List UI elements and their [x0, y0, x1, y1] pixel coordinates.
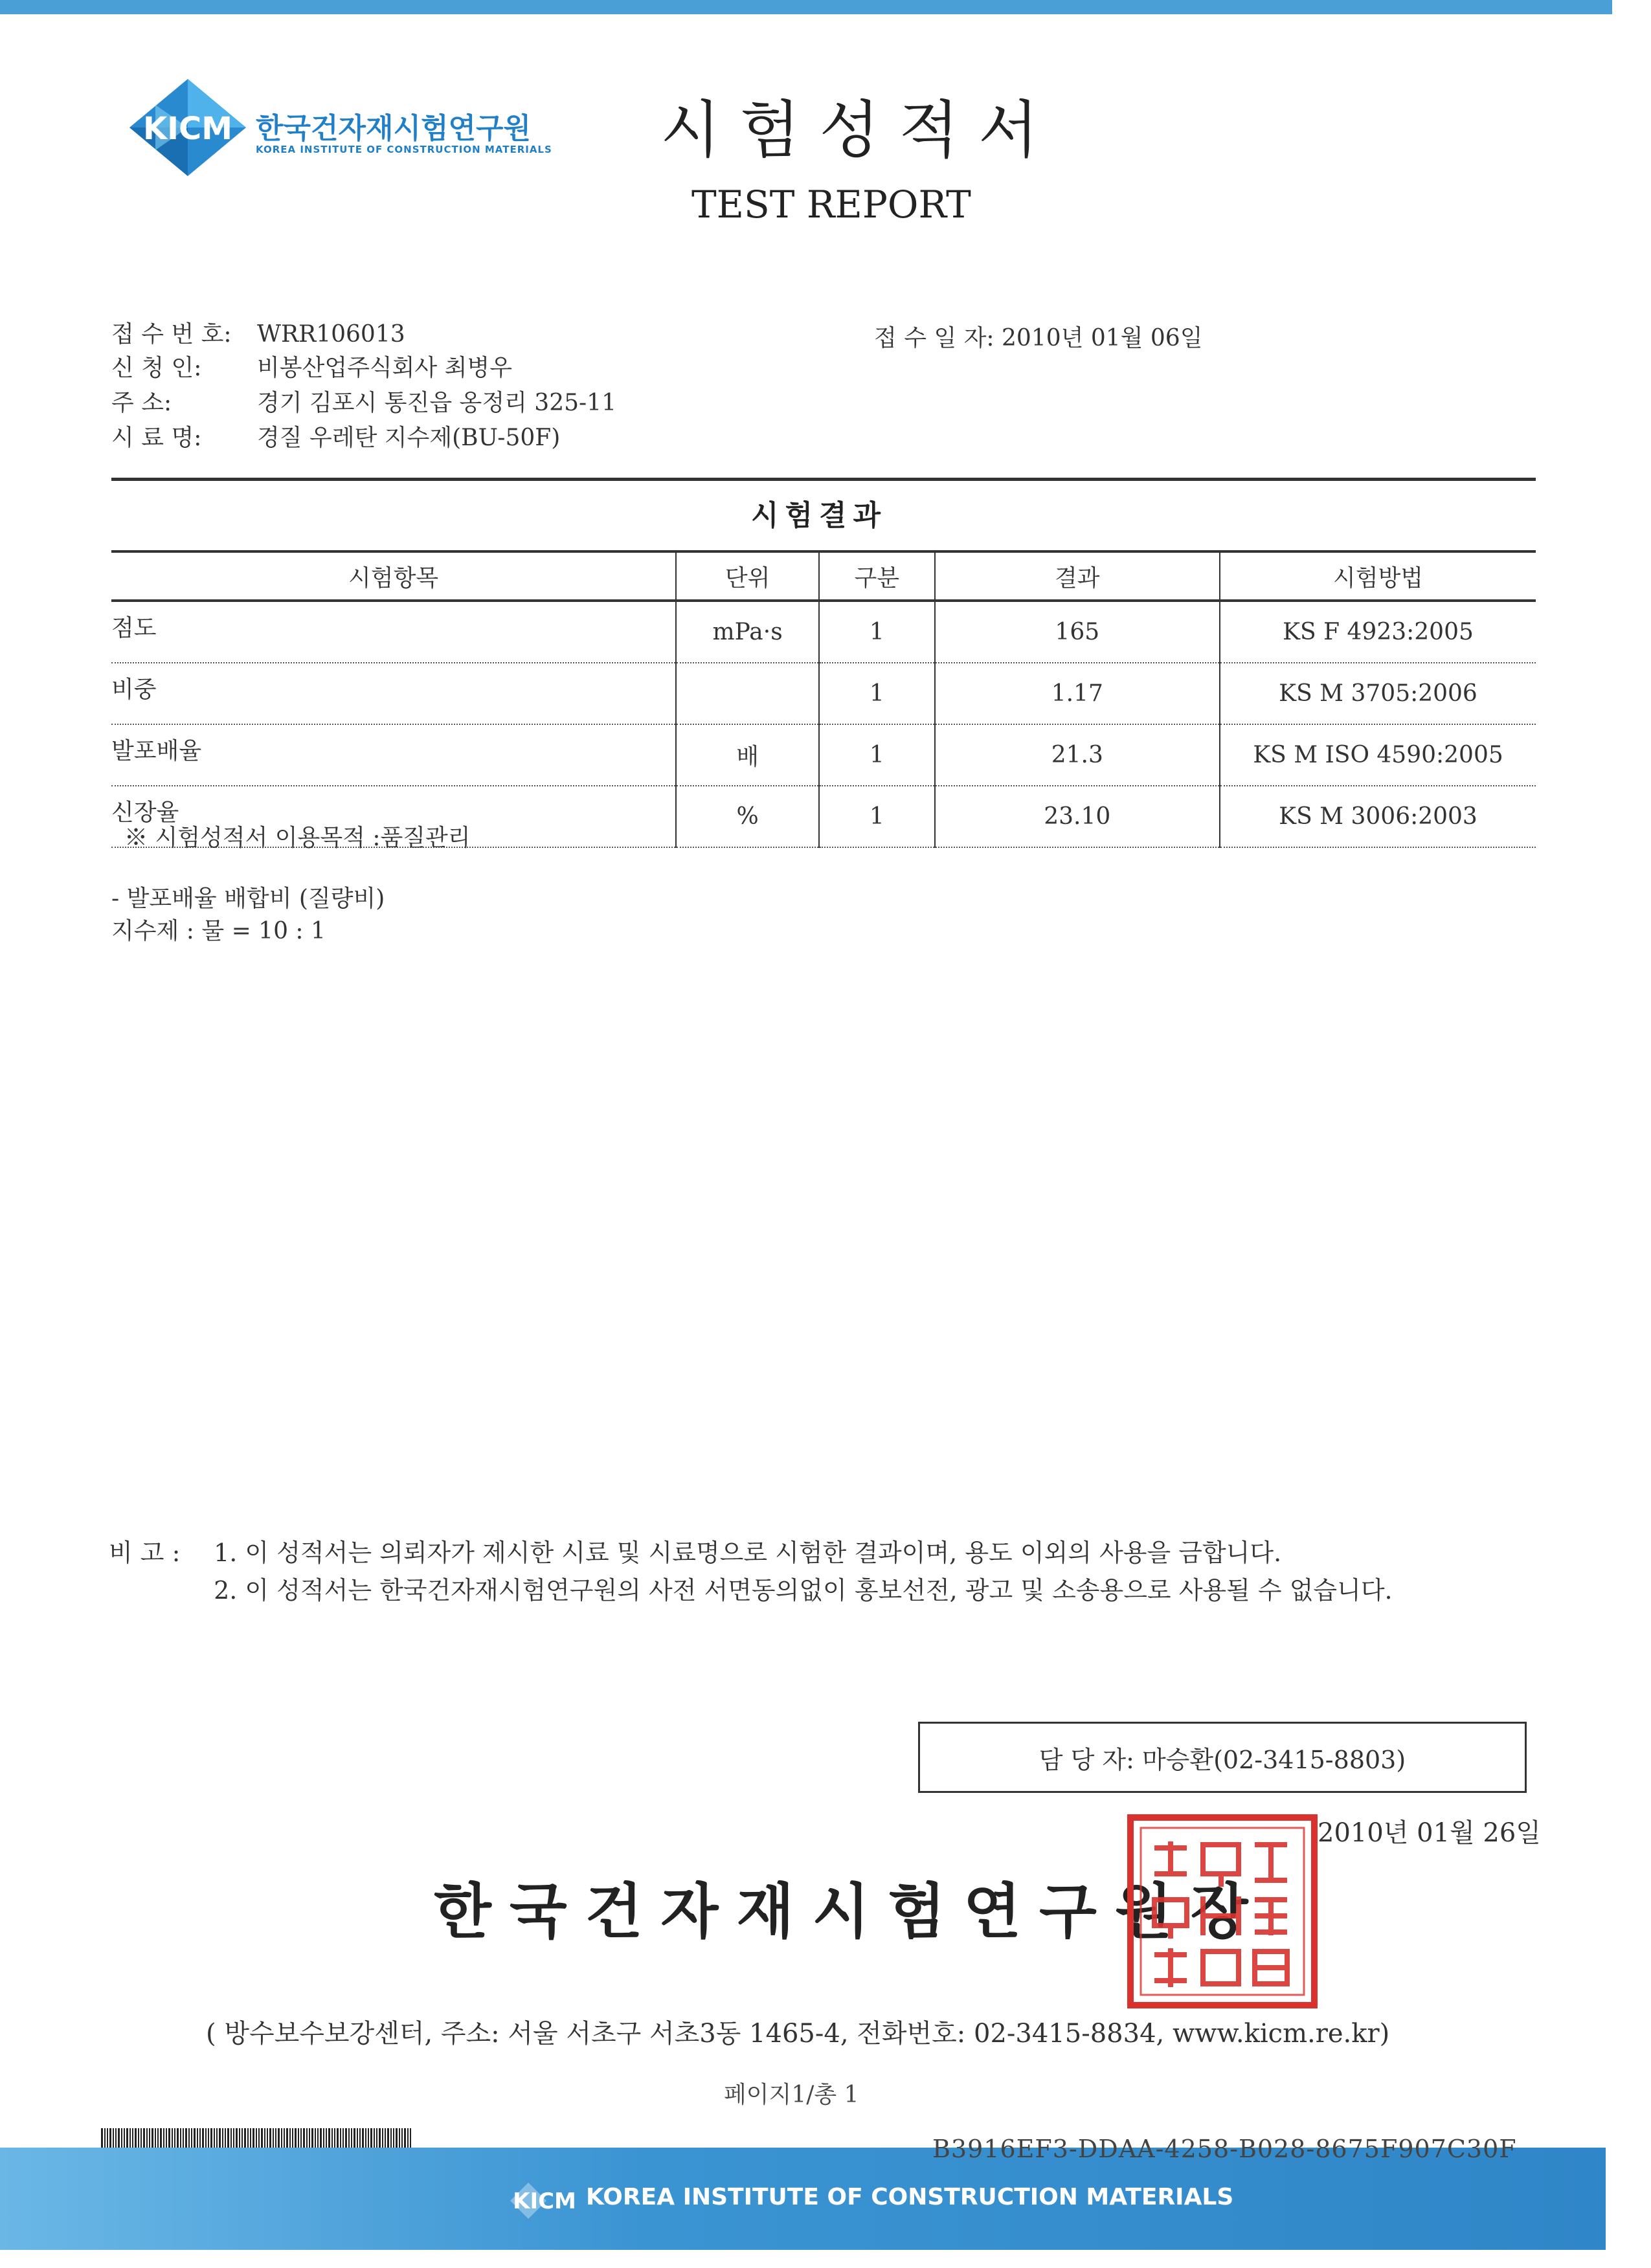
- cell-division: 1: [819, 663, 935, 724]
- cell-method: KS M 3705:2006: [1220, 663, 1536, 724]
- table-row: [111, 724, 1536, 786]
- cell-unit: 배: [676, 724, 819, 786]
- kicm-diamond-icon: [129, 79, 246, 176]
- remark-item: 1. 이 성적서는 의뢰자가 제시한 시료 및 시료명으로 시험한 결과이며, 용도 이외의 사용을 금합니다.: [214, 1539, 1282, 1567]
- ratio-title: - 발포배율 배합비 (질량비): [111, 885, 385, 912]
- cell-unit: mPa·s: [676, 601, 819, 663]
- contact-text: 담 당 자: 마승환(02-3415-8803): [1039, 1745, 1406, 1774]
- results-section-title: 시험결과: [751, 499, 888, 532]
- cell-result: 23.10: [935, 786, 1220, 847]
- cell-unit: %: [676, 786, 819, 847]
- kicm-logo: [129, 79, 552, 176]
- cell-item: 발포배율: [111, 724, 676, 786]
- column-header: 결과: [935, 551, 1220, 601]
- logo-mark: KICM: [142, 111, 233, 147]
- cell-item: 점도: [111, 601, 676, 663]
- cell-method: KS F 4923:2005: [1220, 601, 1536, 663]
- receipt-date-label: 접 수 일 자:: [874, 325, 994, 351]
- receipt-number-value: WRR106013: [257, 321, 405, 348]
- footer-band-text: KOREA INSTITUTE OF CONSTRUCTION MATERIALS: [586, 2184, 1234, 2210]
- applicant-value: 비봉산업주식회사 최병우: [257, 355, 512, 381]
- table-header-row: [111, 551, 1536, 601]
- remark-item: 2. 이 성적서는 한국건자재시험연구원의 사전 서면동의없이 홍보선전, 광고 및 소송용으로 사용될 수 없습니다.: [214, 1576, 1393, 1605]
- remarks: [109, 1534, 1393, 1609]
- receipt-date-row: [874, 320, 1202, 353]
- title-english: TEST REPORT: [691, 183, 971, 227]
- band-logo-mark: KICM: [513, 2188, 576, 2214]
- logo-english-name: KOREA INSTITUTE OF CONSTRUCTION MATERIALS: [256, 144, 552, 155]
- receipt-number-row: [111, 316, 405, 349]
- document-id: B3916EF3-DDAA-4258-B028-8675F907C30F: [932, 2135, 1517, 2163]
- column-header: 시험항목: [111, 551, 676, 601]
- column-header: 단위: [676, 551, 819, 601]
- sample-label: 시 료 명:: [111, 425, 202, 451]
- applicant-row: [111, 350, 512, 383]
- official-seal-icon: [1125, 1812, 1320, 2010]
- purpose-note: ※ 시험성적서 이용목적 :품질관리: [124, 825, 471, 851]
- sample-value: 경질 우레탄 지수제(BU-50F): [257, 425, 561, 451]
- cell-unit: [676, 663, 819, 724]
- applicant-label: 신 청 인:: [111, 355, 202, 381]
- address-label: 주 소:: [111, 390, 172, 416]
- title-korean: 시험성적서: [660, 94, 1058, 166]
- cell-division: 1: [819, 786, 935, 847]
- cell-result: 1.17: [935, 663, 1220, 724]
- contact-box: [918, 1722, 1527, 1793]
- divider: [111, 478, 1536, 481]
- cell-result: 21.3: [935, 724, 1220, 786]
- address-value: 경기 김포시 통진읍 옹정리 325-11: [257, 390, 616, 416]
- cell-result: 165: [935, 601, 1220, 663]
- column-header: 구분: [819, 551, 935, 601]
- logo-korean-name: 한국건자재시험연구원: [256, 112, 532, 145]
- cell-item: 비중: [111, 663, 676, 724]
- receipt-date-value: 2010년 01월 06일: [1002, 325, 1203, 351]
- results-table: [111, 550, 1536, 848]
- column-header: 시험방법: [1220, 551, 1536, 601]
- institute-name: 한국건자재시험연구원장: [434, 1876, 1266, 1946]
- cell-division: 1: [819, 601, 935, 663]
- table-row: [111, 601, 1536, 663]
- kicm-footer-logo-icon: [509, 2181, 580, 2220]
- cell-division: 1: [819, 724, 935, 786]
- address-row: [111, 384, 616, 417]
- footer-address: ( 방수보수보강센터, 주소: 서울 서초구 서초3동 1465-4, 전화번호: 02-3415-8834, www.kicm.re.kr): [206, 2019, 1390, 2049]
- cell-item: 신장율: [111, 786, 676, 847]
- issue-date: 2010년 01월 26일: [1318, 1818, 1541, 1848]
- cell-method: KS M ISO 4590:2005: [1220, 724, 1536, 786]
- ratio-value: 지수제 : 물 = 10 : 1: [111, 918, 326, 944]
- table-row: [111, 663, 1536, 724]
- cell-method: KS M 3006:2003: [1220, 786, 1536, 847]
- sample-row: [111, 419, 560, 452]
- top-color-bar: [0, 0, 1612, 14]
- receipt-number-label: 접 수 번 호:: [111, 321, 232, 348]
- remarks-label: 비 고 :: [109, 1539, 181, 1567]
- page-number: 페이지1/총 1: [724, 2082, 859, 2108]
